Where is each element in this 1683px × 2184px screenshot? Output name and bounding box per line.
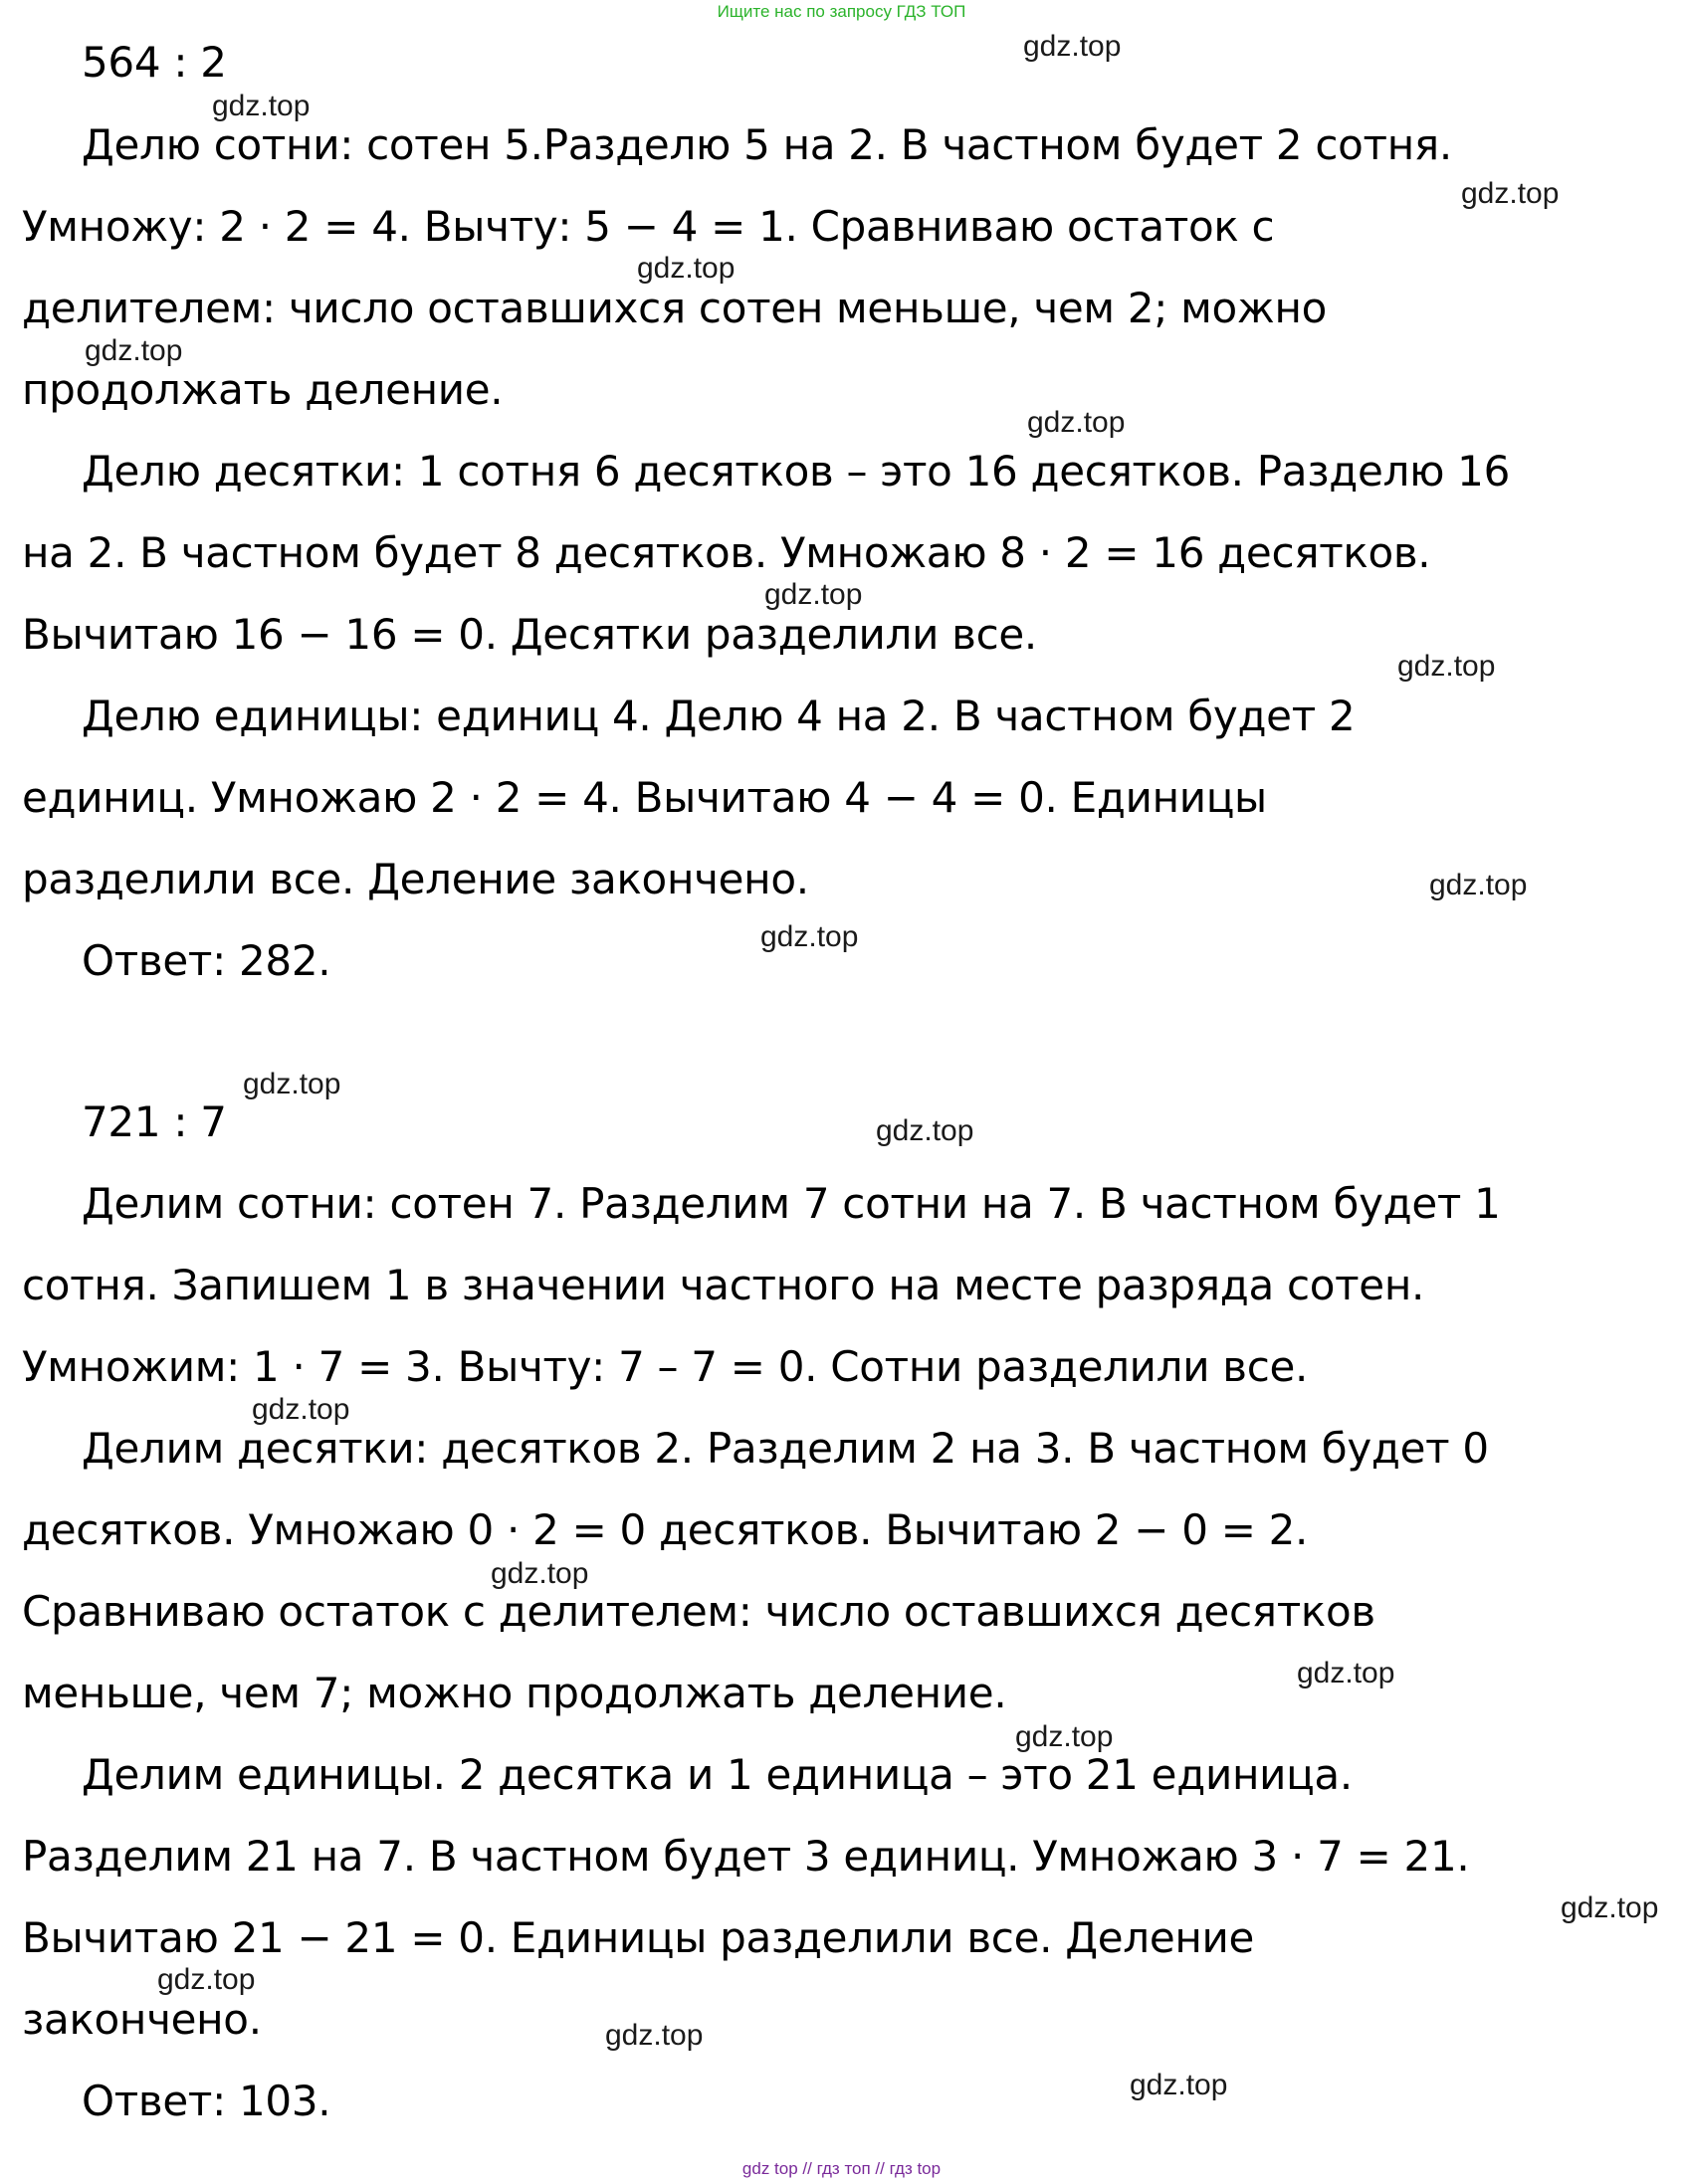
watermark: gdz.top [1023,30,1122,63]
watermark: gdz.top [764,578,863,611]
problem1-line: Вычитаю 16 − 16 = 0. Десятки разделили все. [22,610,1037,659]
problem1-line: единиц. Умножаю 2 · 2 = 4. Вычитаю 4 − 4 = 0. Единицы [22,773,1267,822]
problem1-line: Делю единицы: единиц 4. Делю 4 на 2. В частном будет 2 [82,692,1356,740]
watermark: gdz.top [760,920,859,953]
watermark: gdz.top [157,1963,256,1996]
header-note: Ищите нас по запросу ГДЗ ТОП [717,2,966,21]
problem1-line: Делю сотни: сотен 5.Разделю 5 на 2. В частном будет 2 сотня. [82,120,1452,169]
problem1-line: делителем: число оставшихся сотен меньше, чем 2; можно [22,284,1328,332]
problem2-title: 721 : 7 [82,1097,227,1146]
watermark: gdz.top [605,2019,704,2052]
problem2-line: Вычитаю 21 − 21 = 0. Единицы разделили все. Деление [22,1913,1255,1962]
watermark: gdz.top [212,90,311,122]
watermark: gdz.top [1561,1891,1659,1924]
problem1-title: 564 : 2 [82,38,227,87]
problem2-line: закончено. [22,1995,262,2044]
problem1-line: продолжать деление. [22,365,504,414]
problem2-line: сотня. Запишем 1 в значении частного на месте разряда сотен. [22,1261,1425,1309]
problem2-line: Делим единицы. 2 десятка и 1 единица – это 21 единица. [82,1750,1353,1799]
watermark: gdz.top [637,252,736,285]
watermark: gdz.top [1130,2069,1228,2101]
watermark: gdz.top [1027,406,1126,439]
watermark: gdz.top [876,1114,974,1147]
problem1-line: разделили все. Деление закончено. [22,855,809,903]
watermark: gdz.top [1461,177,1560,210]
watermark: gdz.top [491,1557,589,1590]
problem2-line: Сравниваю остаток с делителем: число оставшихся десятков [22,1587,1375,1636]
watermark: gdz.top [243,1068,341,1100]
problem1-line: Умножу: 2 · 2 = 4. Вычту: 5 − 4 = 1. Сравниваю остаток с [22,202,1275,251]
problem2-answer: Ответ: 103. [82,2077,331,2125]
watermark: gdz.top [1015,1720,1114,1753]
problem2-line: Делим десятки: десятков 2. Разделим 2 на 3. В частном будет 0 [82,1424,1489,1473]
problem1-line: Делю десятки: 1 сотня 6 десятков – это 16 десятков. Разделю 16 [82,447,1511,496]
problem1-line: на 2. В частном будет 8 десятков. Умножаю 8 · 2 = 16 десятков. [22,528,1431,577]
footer-note: gdz top // гдз топ // гдз top [741,2159,942,2178]
problem2-line: Умножим: 1 · 7 = 3. Вычту: 7 – 7 = 0. Сотни разделили все. [22,1342,1309,1391]
problem2-line: десятков. Умножаю 0 · 2 = 0 десятков. Вычитаю 2 − 0 = 2. [22,1505,1309,1554]
problem2-line: Разделим 21 на 7. В частном будет 3 единиц. Умножаю 3 · 7 = 21. [22,1832,1470,1881]
watermark: gdz.top [1297,1657,1395,1689]
watermark: gdz.top [1429,869,1528,901]
watermark: gdz.top [85,334,183,367]
problem2-line: Делим сотни: сотен 7. Разделим 7 сотни на 7. В частном будет 1 [82,1179,1501,1228]
problem2-line: меньше, чем 7; можно продолжать деление. [22,1669,1007,1717]
watermark: gdz.top [1397,650,1496,683]
problem1-answer: Ответ: 282. [82,936,331,985]
watermark: gdz.top [252,1393,350,1426]
